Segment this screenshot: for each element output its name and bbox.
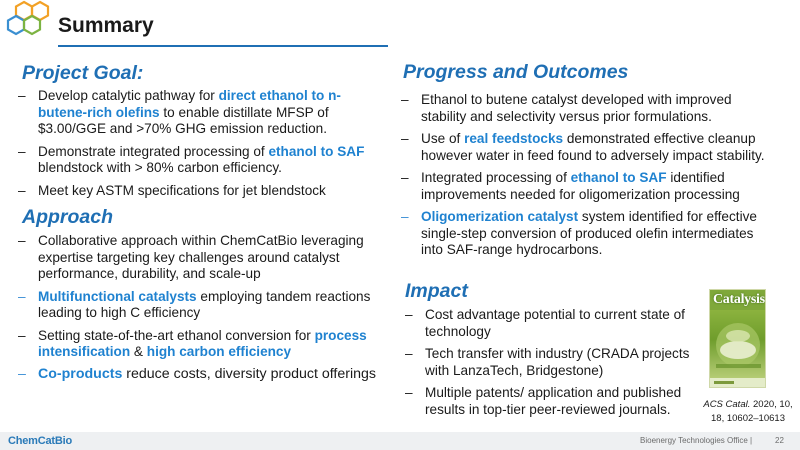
highlight-text: real feedstocks xyxy=(464,131,564,146)
logo-hexagons-icon xyxy=(0,0,52,46)
bullet-dash-icon: – xyxy=(18,365,26,382)
list-item xyxy=(18,327,388,361)
project-goal-heading: Project Goal: xyxy=(22,62,144,84)
body-text: Tech transfer with industry (CRADA projects with LanzaTech, Bridgestone) xyxy=(425,346,690,378)
progress-heading: Progress and Outcomes xyxy=(403,61,629,83)
impact-list xyxy=(405,307,695,418)
highlight-text: Co-products xyxy=(38,365,123,382)
approach-list xyxy=(18,233,388,382)
bullet-dash-icon: – xyxy=(18,327,26,343)
bullet-dash-icon: – xyxy=(18,182,26,198)
body-text: Setting state-of-the-art ethanol conversion for xyxy=(38,327,315,343)
bullet-dash-icon: – xyxy=(401,92,409,107)
bullet-dash-icon: – xyxy=(18,143,26,159)
body-text: to enable distillate MFSP of $3.00/GGE and >70% GHG emission reduction. xyxy=(38,104,329,136)
approach-heading: Approach xyxy=(22,206,114,228)
journal-cover-image xyxy=(709,289,766,388)
cover-masthead: Catalysis xyxy=(713,292,765,307)
footer-office-name: Bioenergy Technologies Office | xyxy=(640,436,753,445)
body-text: blendstock with > 80% carbon efficiency. xyxy=(38,160,282,175)
figure-caption xyxy=(700,398,796,426)
list-item xyxy=(401,92,766,125)
list-item xyxy=(405,346,695,379)
list-item xyxy=(401,170,766,203)
list-item xyxy=(18,288,388,322)
body-text: identified improvements needed for oligomerization processing xyxy=(421,170,740,202)
body-text: Use of xyxy=(421,131,465,146)
bullet-dash-icon: – xyxy=(401,170,409,185)
body-text: Meet key ASTM specifications for jet blendstock xyxy=(38,182,326,198)
body-text: Collaborative approach within ChemCatBio leveraging expertise targeting key challenges around catalyst performance, durability, and scale-up xyxy=(38,233,364,281)
bullet-dash-icon: – xyxy=(405,307,413,322)
list-item xyxy=(18,182,383,200)
caption-reference: 2020, 10, 18, 10602–10613 xyxy=(711,399,793,424)
caption-journal: ACS Catal. xyxy=(703,399,751,410)
footer-logo: ChemCatBio xyxy=(8,435,73,447)
bullet-dash-icon: – xyxy=(18,233,26,248)
list-item xyxy=(18,88,383,138)
highlight-text: Oligomerization catalyst xyxy=(421,209,579,224)
highlight-text: high carbon efficiency xyxy=(146,344,292,359)
bullet-dash-icon: – xyxy=(18,88,26,103)
footer-bar xyxy=(0,432,800,450)
page-title: Summary xyxy=(58,14,154,37)
list-item xyxy=(18,233,388,283)
list-item xyxy=(18,365,388,383)
list-item xyxy=(401,131,766,164)
list-item xyxy=(405,385,695,418)
highlight-text: direct ethanol to n-butene-rich olefins xyxy=(38,88,341,120)
bullet-dash-icon: – xyxy=(401,131,409,146)
project-goal-list xyxy=(18,88,383,199)
body-text: & xyxy=(130,344,147,359)
page-number: 22 xyxy=(775,436,784,445)
body-text: Ethanol to butene catalyst developed with improved stability and selectivity versus prior formulations. xyxy=(421,92,732,124)
body-text: system identified for effective single-step conversion of produced olefin intermediates into SAF-range hydrocarbons. xyxy=(421,209,757,257)
body-text: Integrated processing of xyxy=(421,170,571,185)
body-text: Cost advantage potential to current state of technology xyxy=(425,307,685,339)
bullet-dash-icon: – xyxy=(401,209,409,224)
highlight-text: Multifunctional catalysts xyxy=(38,288,197,304)
body-text: Multiple patents/ application and published results in top-tier peer-reviewed journals. xyxy=(425,385,682,417)
body-text: demonstrated effective cleanup however water in feed found to adversely impact stability. xyxy=(421,131,765,163)
bullet-dash-icon: – xyxy=(405,346,413,361)
highlight-text: ethanol to SAF xyxy=(570,170,667,185)
title-underline xyxy=(58,45,388,47)
list-item xyxy=(401,209,766,259)
highlight-text: process intensification xyxy=(38,327,367,359)
highlight-text: ethanol to SAF xyxy=(268,143,365,159)
progress-list xyxy=(401,92,766,259)
body-text: employing tandem reactions leading to high C efficiency xyxy=(38,288,371,320)
body-text: reduce costs, diversity product offerings xyxy=(122,365,377,382)
bullet-dash-icon: – xyxy=(405,385,413,400)
list-item xyxy=(405,307,695,340)
body-text: Develop catalytic pathway for xyxy=(38,88,219,103)
impact-heading: Impact xyxy=(405,280,468,302)
body-text: Demonstrate integrated processing of xyxy=(38,143,269,159)
bullet-dash-icon: – xyxy=(18,288,26,304)
list-item xyxy=(18,143,383,177)
